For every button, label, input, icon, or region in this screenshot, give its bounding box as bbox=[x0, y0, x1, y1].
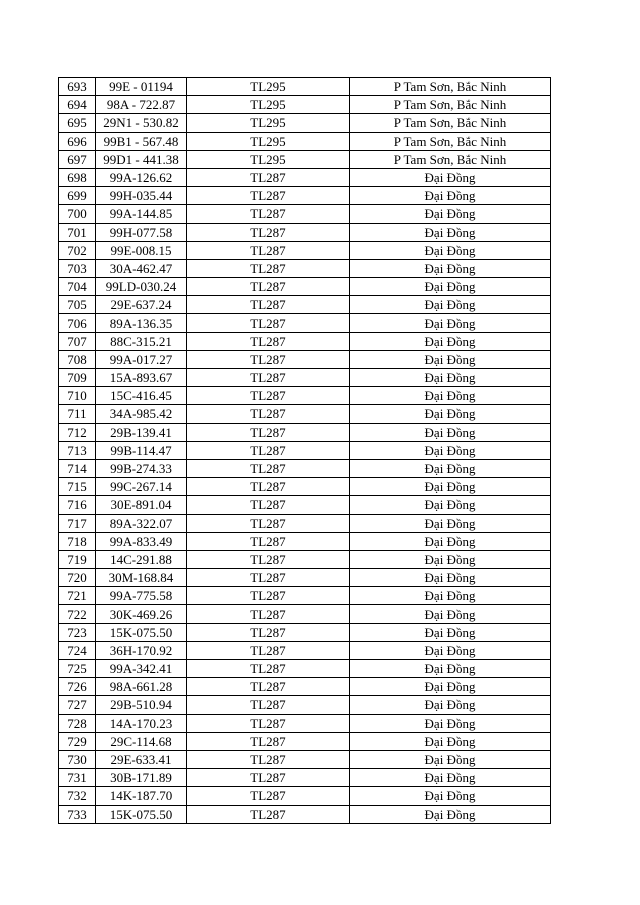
row-number-cell: 714 bbox=[59, 459, 96, 477]
row-number-cell: 711 bbox=[59, 405, 96, 423]
row-number-cell: 707 bbox=[59, 332, 96, 350]
location-cell: Đại Đồng bbox=[350, 168, 551, 186]
road-cell: TL287 bbox=[187, 641, 350, 659]
road-cell: TL287 bbox=[187, 769, 350, 787]
road-cell: TL287 bbox=[187, 387, 350, 405]
row-number-cell: 720 bbox=[59, 569, 96, 587]
row-number-cell: 733 bbox=[59, 805, 96, 823]
location-cell: Đại Đồng bbox=[350, 441, 551, 459]
license-plate-cell: 99B1 - 567.48 bbox=[96, 132, 187, 150]
table-row bbox=[59, 696, 551, 714]
road-cell: TL287 bbox=[187, 459, 350, 477]
table-row bbox=[59, 660, 551, 678]
road-cell: TL287 bbox=[187, 205, 350, 223]
location-cell: Đại Đồng bbox=[350, 569, 551, 587]
road-cell: TL287 bbox=[187, 750, 350, 768]
location-cell: Đại Đồng bbox=[350, 459, 551, 477]
road-cell: TL287 bbox=[187, 187, 350, 205]
row-number-cell: 703 bbox=[59, 259, 96, 277]
license-plate-cell: 98A - 722.87 bbox=[96, 96, 187, 114]
table-row bbox=[59, 441, 551, 459]
location-cell: Đại Đồng bbox=[350, 478, 551, 496]
road-cell: TL287 bbox=[187, 550, 350, 568]
location-cell: Đại Đồng bbox=[350, 696, 551, 714]
table-row bbox=[59, 132, 551, 150]
license-plate-cell: 99H-077.58 bbox=[96, 223, 187, 241]
road-cell: TL287 bbox=[187, 369, 350, 387]
table-row bbox=[59, 150, 551, 168]
location-cell: P Tam Sơn, Bắc Ninh bbox=[350, 132, 551, 150]
table-row bbox=[59, 369, 551, 387]
license-plate-cell: 29E-637.24 bbox=[96, 296, 187, 314]
location-cell: Đại Đồng bbox=[350, 332, 551, 350]
location-cell: Đại Đồng bbox=[350, 259, 551, 277]
road-cell: TL287 bbox=[187, 223, 350, 241]
license-plate-cell: 14K-187.70 bbox=[96, 787, 187, 805]
location-cell: Đại Đồng bbox=[350, 187, 551, 205]
road-cell: TL287 bbox=[187, 805, 350, 823]
row-number-cell: 706 bbox=[59, 314, 96, 332]
road-cell: TL287 bbox=[187, 405, 350, 423]
row-number-cell: 695 bbox=[59, 114, 96, 132]
row-number-cell: 721 bbox=[59, 587, 96, 605]
row-number-cell: 729 bbox=[59, 732, 96, 750]
table-row bbox=[59, 750, 551, 768]
table-row bbox=[59, 259, 551, 277]
table-row bbox=[59, 532, 551, 550]
license-plate-cell: 30M-168.84 bbox=[96, 569, 187, 587]
license-plate-cell: 99A-775.58 bbox=[96, 587, 187, 605]
row-number-cell: 728 bbox=[59, 714, 96, 732]
license-plate-cell: 99LD-030.24 bbox=[96, 278, 187, 296]
license-plate-cell: 99A-144.85 bbox=[96, 205, 187, 223]
location-cell: P Tam Sơn, Bắc Ninh bbox=[350, 96, 551, 114]
table-row bbox=[59, 805, 551, 823]
road-cell: TL295 bbox=[187, 96, 350, 114]
table-row bbox=[59, 114, 551, 132]
location-cell: Đại Đồng bbox=[350, 278, 551, 296]
license-plate-cell: 29B-139.41 bbox=[96, 423, 187, 441]
table-row bbox=[59, 241, 551, 259]
license-plate-cell: 29B-510.94 bbox=[96, 696, 187, 714]
row-number-cell: 693 bbox=[59, 78, 96, 96]
table-row bbox=[59, 96, 551, 114]
row-number-cell: 724 bbox=[59, 641, 96, 659]
license-plate-cell: 14A-170.23 bbox=[96, 714, 187, 732]
row-number-cell: 715 bbox=[59, 478, 96, 496]
license-plate-cell: 29C-114.68 bbox=[96, 732, 187, 750]
table-row bbox=[59, 732, 551, 750]
table-row bbox=[59, 605, 551, 623]
road-cell: TL287 bbox=[187, 296, 350, 314]
road-cell: TL287 bbox=[187, 168, 350, 186]
row-number-cell: 723 bbox=[59, 623, 96, 641]
row-number-cell: 698 bbox=[59, 168, 96, 186]
license-plate-cell: 99A-126.62 bbox=[96, 168, 187, 186]
location-cell: Đại Đồng bbox=[350, 623, 551, 641]
road-cell: TL287 bbox=[187, 241, 350, 259]
road-cell: TL287 bbox=[187, 714, 350, 732]
location-cell: Đại Đồng bbox=[350, 241, 551, 259]
license-plate-cell: 30E-891.04 bbox=[96, 496, 187, 514]
road-cell: TL287 bbox=[187, 314, 350, 332]
location-cell: Đại Đồng bbox=[350, 787, 551, 805]
row-number-cell: 696 bbox=[59, 132, 96, 150]
row-number-cell: 730 bbox=[59, 750, 96, 768]
row-number-cell: 701 bbox=[59, 223, 96, 241]
table-row bbox=[59, 514, 551, 532]
license-plate-cell: 99A-342.41 bbox=[96, 660, 187, 678]
location-cell: Đại Đồng bbox=[350, 350, 551, 368]
row-number-cell: 712 bbox=[59, 423, 96, 441]
records-table bbox=[58, 77, 551, 824]
row-number-cell: 702 bbox=[59, 241, 96, 259]
row-number-cell: 727 bbox=[59, 696, 96, 714]
location-cell: Đại Đồng bbox=[350, 496, 551, 514]
table-row bbox=[59, 332, 551, 350]
license-plate-cell: 15K-075.50 bbox=[96, 805, 187, 823]
road-cell: TL287 bbox=[187, 732, 350, 750]
table-row bbox=[59, 496, 551, 514]
table-row bbox=[59, 478, 551, 496]
license-plate-cell: 99E - 01194 bbox=[96, 78, 187, 96]
road-cell: TL287 bbox=[187, 587, 350, 605]
location-cell: Đại Đồng bbox=[350, 514, 551, 532]
location-cell: P Tam Sơn, Bắc Ninh bbox=[350, 78, 551, 96]
records-table-body bbox=[59, 78, 551, 824]
license-plate-cell: 99D1 - 441.38 bbox=[96, 150, 187, 168]
license-plate-cell: 30A-462.47 bbox=[96, 259, 187, 277]
row-number-cell: 713 bbox=[59, 441, 96, 459]
row-number-cell: 708 bbox=[59, 350, 96, 368]
road-cell: TL287 bbox=[187, 696, 350, 714]
location-cell: Đại Đồng bbox=[350, 714, 551, 732]
location-cell: Đại Đồng bbox=[350, 805, 551, 823]
road-cell: TL287 bbox=[187, 350, 350, 368]
location-cell: Đại Đồng bbox=[350, 532, 551, 550]
road-cell: TL287 bbox=[187, 532, 350, 550]
location-cell: Đại Đồng bbox=[350, 296, 551, 314]
license-plate-cell: 99H-035.44 bbox=[96, 187, 187, 205]
row-number-cell: 716 bbox=[59, 496, 96, 514]
location-cell: Đại Đồng bbox=[350, 550, 551, 568]
road-cell: TL287 bbox=[187, 569, 350, 587]
road-cell: TL287 bbox=[187, 605, 350, 623]
table-row bbox=[59, 769, 551, 787]
table-row bbox=[59, 678, 551, 696]
row-number-cell: 709 bbox=[59, 369, 96, 387]
license-plate-cell: 99B-114.47 bbox=[96, 441, 187, 459]
license-plate-cell: 29E-633.41 bbox=[96, 750, 187, 768]
location-cell: Đại Đồng bbox=[350, 223, 551, 241]
table-row bbox=[59, 569, 551, 587]
road-cell: TL287 bbox=[187, 332, 350, 350]
road-cell: TL287 bbox=[187, 478, 350, 496]
road-cell: TL295 bbox=[187, 114, 350, 132]
location-cell: Đại Đồng bbox=[350, 641, 551, 659]
row-number-cell: 710 bbox=[59, 387, 96, 405]
license-plate-cell: 29N1 - 530.82 bbox=[96, 114, 187, 132]
road-cell: TL287 bbox=[187, 441, 350, 459]
road-cell: TL287 bbox=[187, 623, 350, 641]
location-cell: Đại Đồng bbox=[350, 587, 551, 605]
row-number-cell: 700 bbox=[59, 205, 96, 223]
location-cell: Đại Đồng bbox=[350, 314, 551, 332]
table-row bbox=[59, 423, 551, 441]
location-cell: Đại Đồng bbox=[350, 369, 551, 387]
table-row bbox=[59, 350, 551, 368]
road-cell: TL295 bbox=[187, 132, 350, 150]
location-cell: Đại Đồng bbox=[350, 423, 551, 441]
table-row bbox=[59, 787, 551, 805]
table-row bbox=[59, 587, 551, 605]
row-number-cell: 705 bbox=[59, 296, 96, 314]
license-plate-cell: 98A-661.28 bbox=[96, 678, 187, 696]
row-number-cell: 704 bbox=[59, 278, 96, 296]
license-plate-cell: 30K-469.26 bbox=[96, 605, 187, 623]
location-cell: Đại Đồng bbox=[350, 750, 551, 768]
table-row bbox=[59, 714, 551, 732]
license-plate-cell: 88C-315.21 bbox=[96, 332, 187, 350]
row-number-cell: 717 bbox=[59, 514, 96, 532]
row-number-cell: 731 bbox=[59, 769, 96, 787]
location-cell: Đại Đồng bbox=[350, 660, 551, 678]
license-plate-cell: 99A-017.27 bbox=[96, 350, 187, 368]
row-number-cell: 726 bbox=[59, 678, 96, 696]
table-row bbox=[59, 623, 551, 641]
table-row bbox=[59, 405, 551, 423]
row-number-cell: 694 bbox=[59, 96, 96, 114]
row-number-cell: 697 bbox=[59, 150, 96, 168]
road-cell: TL287 bbox=[187, 514, 350, 532]
road-cell: TL287 bbox=[187, 660, 350, 678]
location-cell: Đại Đồng bbox=[350, 769, 551, 787]
license-plate-cell: 15K-075.50 bbox=[96, 623, 187, 641]
row-number-cell: 699 bbox=[59, 187, 96, 205]
road-cell: TL287 bbox=[187, 423, 350, 441]
location-cell: Đại Đồng bbox=[350, 405, 551, 423]
table-row bbox=[59, 278, 551, 296]
location-cell: P Tam Sơn, Bắc Ninh bbox=[350, 114, 551, 132]
location-cell: Đại Đồng bbox=[350, 678, 551, 696]
table-row bbox=[59, 205, 551, 223]
license-plate-cell: 14C-291.88 bbox=[96, 550, 187, 568]
location-cell: P Tam Sơn, Bắc Ninh bbox=[350, 150, 551, 168]
table-row bbox=[59, 387, 551, 405]
row-number-cell: 732 bbox=[59, 787, 96, 805]
license-plate-cell: 36H-170.92 bbox=[96, 641, 187, 659]
table-row bbox=[59, 223, 551, 241]
location-cell: Đại Đồng bbox=[350, 732, 551, 750]
road-cell: TL287 bbox=[187, 496, 350, 514]
license-plate-cell: 34A-985.42 bbox=[96, 405, 187, 423]
table-row bbox=[59, 641, 551, 659]
road-cell: TL287 bbox=[187, 278, 350, 296]
road-cell: TL287 bbox=[187, 787, 350, 805]
table-row bbox=[59, 550, 551, 568]
license-plate-cell: 99C-267.14 bbox=[96, 478, 187, 496]
table-row bbox=[59, 168, 551, 186]
table-row bbox=[59, 78, 551, 96]
road-cell: TL295 bbox=[187, 78, 350, 96]
road-cell: TL287 bbox=[187, 259, 350, 277]
license-plate-cell: 99A-833.49 bbox=[96, 532, 187, 550]
license-plate-cell: 89A-322.07 bbox=[96, 514, 187, 532]
table-row bbox=[59, 187, 551, 205]
license-plate-cell: 99B-274.33 bbox=[96, 459, 187, 477]
table-row bbox=[59, 314, 551, 332]
table-row bbox=[59, 459, 551, 477]
location-cell: Đại Đồng bbox=[350, 387, 551, 405]
road-cell: TL287 bbox=[187, 678, 350, 696]
license-plate-cell: 15C-416.45 bbox=[96, 387, 187, 405]
license-plate-cell: 15A-893.67 bbox=[96, 369, 187, 387]
license-plate-cell: 99E-008.15 bbox=[96, 241, 187, 259]
row-number-cell: 722 bbox=[59, 605, 96, 623]
license-plate-cell: 30B-171.89 bbox=[96, 769, 187, 787]
license-plate-cell: 89A-136.35 bbox=[96, 314, 187, 332]
row-number-cell: 725 bbox=[59, 660, 96, 678]
table-row bbox=[59, 296, 551, 314]
row-number-cell: 718 bbox=[59, 532, 96, 550]
row-number-cell: 719 bbox=[59, 550, 96, 568]
location-cell: Đại Đồng bbox=[350, 205, 551, 223]
location-cell: Đại Đồng bbox=[350, 605, 551, 623]
road-cell: TL295 bbox=[187, 150, 350, 168]
